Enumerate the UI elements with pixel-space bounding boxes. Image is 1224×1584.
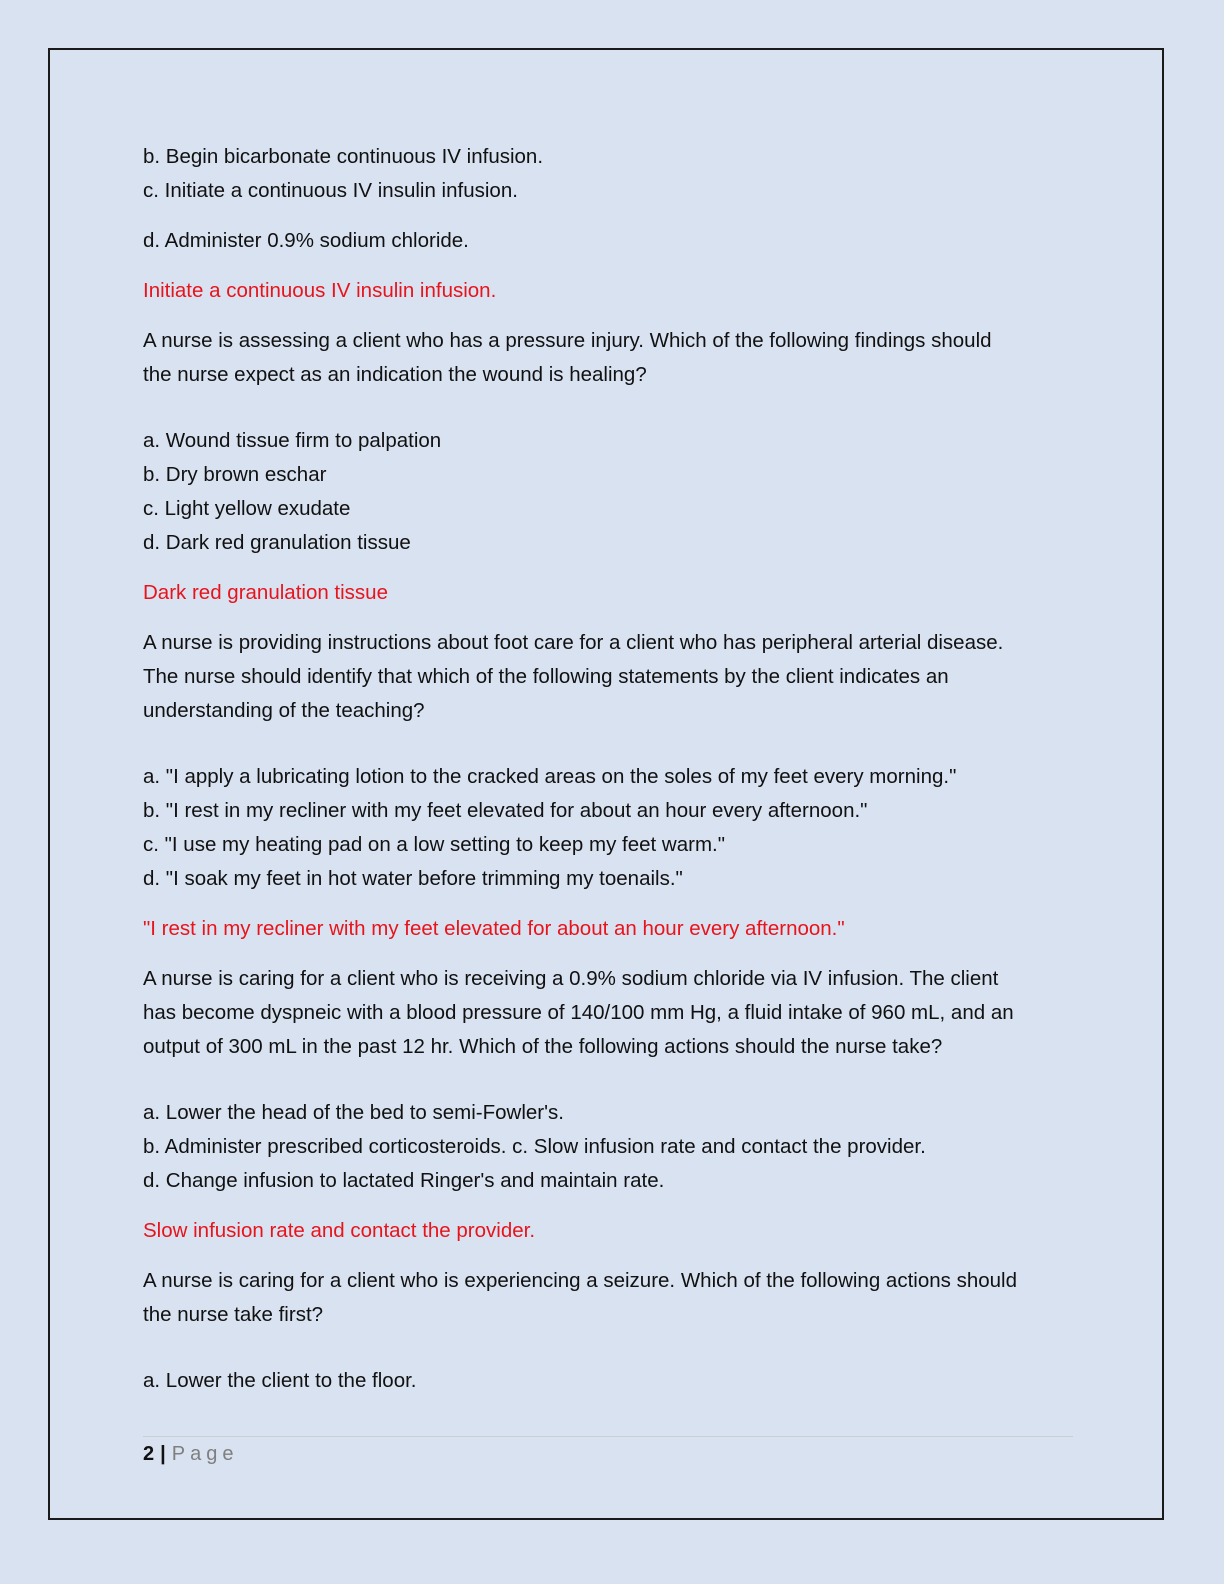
q3-answer: "I rest in my recliner with my feet elevated for about an hour every afternoon." [143,917,845,940]
page-footer [143,1440,238,1468]
document-body [143,140,1083,1398]
footer-divider [143,1436,1073,1437]
q2-option-a: a. Wound tissue firm to palpation [143,429,442,452]
q2-stem-line: the nurse expect as an indication the wound is healing? [143,363,647,386]
q3-stem-line: The nurse should identify that which of the following statements by the client indicates an [143,665,949,688]
q3-option-b: b. "I rest in my recliner with my feet elevated for about an hour every afternoon." [143,799,868,822]
q1-option-b: b. Begin bicarbonate continuous IV infusion. [143,145,544,168]
q3-option-d: d. "I soak my feet in hot water before trimming my toenails." [143,867,683,890]
page-number: 2 [143,1443,155,1465]
q4-option-b: b. Administer prescribed corticosteroids. c. Slow infusion rate and contact the provider. [143,1135,926,1158]
q2-option-c: c. Light yellow exudate [143,497,351,520]
q5-option-a: a. Lower the client to the floor. [143,1369,417,1392]
q4-option-a: a. Lower the head of the bed to semi-Fowler's. [143,1101,564,1124]
q5-stem-line: A nurse is caring for a client who is experiencing a seizure. Which of the following actions should [143,1269,1017,1292]
q5-stem-line: the nurse take first? [143,1303,324,1326]
q4-stem-line: A nurse is caring for a client who is receiving a 0.9% sodium chloride via IV infusion. The client [143,967,999,990]
q3-stem-line: understanding of the teaching? [143,699,425,722]
q4-stem-line: output of 300 mL in the past 12 hr. Which of the following actions should the nurse take? [143,1035,943,1058]
q1-answer: Initiate a continuous IV insulin infusion. [143,279,497,302]
q2-answer: Dark red granulation tissue [143,581,388,604]
q1-option-d: d. Administer 0.9% sodium chloride. [143,229,469,252]
q3-stem-line: A nurse is providing instructions about foot care for a client who has peripheral arterial disease. [143,631,1004,654]
q2-option-b: b. Dry brown eschar [143,463,327,486]
page-label: Page [171,1443,239,1465]
q3-option-c: c. "I use my heating pad on a low setting to keep my feet warm." [143,833,726,856]
q1-option-c: c. Initiate a continuous IV insulin infusion. [143,179,518,202]
q2-stem-line: A nurse is assessing a client who has a pressure injury. Which of the following findings should [143,329,992,352]
q4-stem-line: has become dyspneic with a blood pressure of 140/100 mm Hg, a fluid intake of 960 mL, and an [143,1001,1014,1024]
q4-answer: Slow infusion rate and contact the provider. [143,1219,536,1242]
q2-option-d: d. Dark red granulation tissue [143,531,411,554]
footer-separator: | [160,1443,166,1465]
q3-option-a: a. "I apply a lubricating lotion to the cracked areas on the soles of my feet every morning." [143,765,957,788]
q4-option-d: d. Change infusion to lactated Ringer's and maintain rate. [143,1169,665,1192]
